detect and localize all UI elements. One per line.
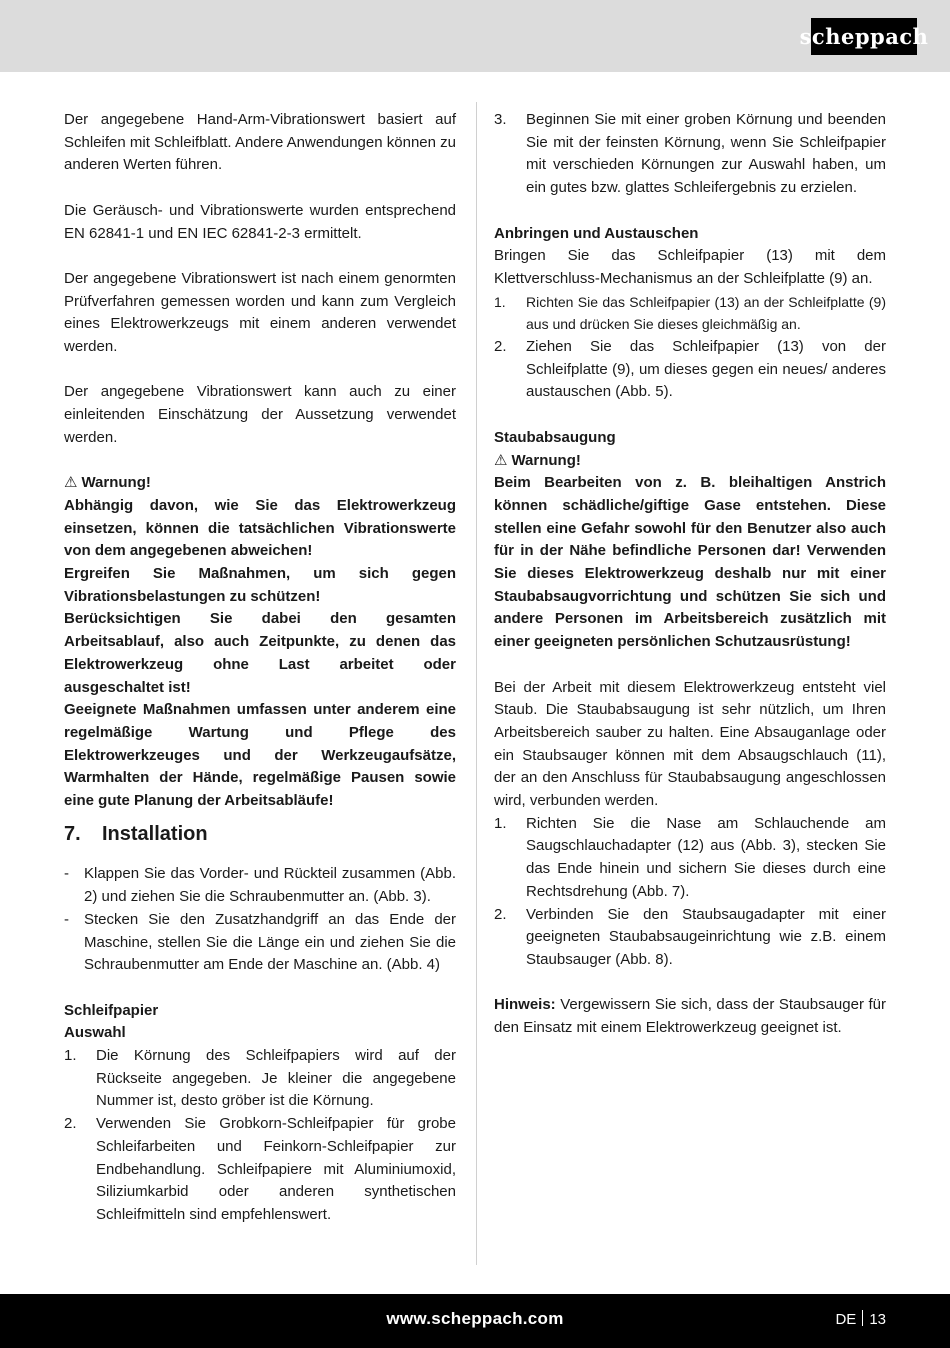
list-text: Stecken Sie den Zusatzhandgriff an das Ende der Maschine, stellen Sie die Länge ein und ziehen Sie die Schraubenmutter am Ende der Maschine an. (Abb. 4) (84, 910, 456, 974)
list-marker: 2. (64, 1115, 77, 1133)
right-column (494, 109, 886, 1040)
subheading-schleifpapier: Schleifpapier (64, 1001, 159, 1019)
list-text: Richten Sie die Nase am Schlauchende am Saugschlauchadapter (12) aus (Abb. 3), stecken Sie das Ende hinein und sichern Sie dieses durch eine Rechtsdrehung (Abb. 7). (526, 814, 886, 900)
warning-title: Warnung! (81, 474, 151, 492)
list-marker: 2. (494, 905, 507, 923)
warning-icon: ⚠ (64, 474, 78, 492)
footer-bar (0, 1294, 950, 1348)
section-number: 7. (64, 822, 81, 845)
subheading-anbringen: Anbringen und Austauschen (494, 224, 699, 242)
warning-icon: ⚠ (494, 451, 508, 469)
left-column (64, 109, 456, 1227)
section-heading-installation (64, 823, 456, 846)
page-indicator (835, 1310, 886, 1328)
list-item (494, 109, 886, 200)
website-link[interactable]: www.scheppach.com (386, 1309, 564, 1328)
scheppach-logo: scheppach (811, 18, 917, 55)
subheading-staubabsaugung: Staubabsaugung (494, 428, 616, 446)
warning-text-3: Berücksichtigen Sie dabei den gesamten Arbeitsablauf, also auch Zeitpunkte, zu denen das Elektrowerkzeug ohne Last arbeitet oder ausgeschaltet ist! (64, 610, 456, 696)
list-text: Richten Sie das Schleifpapier (13) an der Schleifplatte (9) aus und drücken Sie dieses gleichmäßig an. (526, 293, 886, 333)
list-marker: 3. (494, 111, 507, 128)
warning-text: Beim Bearbeiten von z. B. bleihaltigen Anstrich können schädliche/giftige Gase entstehen. Diese stellen eine Gefahr sowohl für den Benutzer also auch für in der Nähe befindliche Personen dar! Verwenden Sie dieses Elektrowerkzeug deshalb nur mit einer Staubabsaugvorrichtung und schützen Sie sich und andere Personen im Arbeitsbereich zusätzlich mit einer geeigneten persönlichen Schutzausrüstung! (494, 474, 886, 651)
column-divider (476, 102, 477, 1265)
list-item (494, 904, 886, 972)
list-marker: 2. (494, 338, 507, 356)
list-marker: - (64, 910, 69, 928)
list-marker: 1. (494, 814, 507, 832)
list-marker: - (64, 865, 69, 883)
paragraph-exposure: Der angegebene Vibrationswert kann auch zu einer einleitenden Einschätzung der Aussetzung verwendet werden. (64, 383, 456, 446)
warning-text-2: Ergreifen Sie Maßnahmen, um sich gegen Vibrationsbelastungen zu schützen! (64, 565, 456, 605)
list-item (494, 336, 886, 404)
paragraph-test-method: Der angegebene Vibrationswert ist nach einem genormten Prüfverfahren gemessen worden und kann zum Vergleich eines Elektrowerkzeugs mit einem anderen verwendet werden. (64, 269, 456, 355)
list-item (64, 909, 456, 977)
warning-text-4: Geeignete Maßnahmen umfassen unter anderem eine regelmäßige Wartung und Pflege des Elektrowerkzeuges und der Werkzeugaufsätze, Warmhalten der Hände, regelmäßige Pausen sowie eine gute Planung der Arbeitsabläufe! (64, 701, 456, 810)
list-item (64, 1113, 456, 1227)
list-item (494, 813, 886, 904)
warning-text: Abhängig davon, wie Sie das Elektrowerkzeug einsetzen, können die tatsächlichen Vibrationswerte von dem angegebenen abweichen! (64, 496, 456, 560)
list-text: Ziehen Sie das Schleifpapier (13) von der Schleifplatte (9), um dieses gegen ein neues/ anderes austauschen (Abb. 5). (526, 338, 886, 401)
paragraph-vibration-basis: Der angegebene Hand-Arm-Vibrationswert basiert auf Schleifen mit Schleifblatt. Andere Anwendungen können zu anderen Werten führen. (64, 111, 456, 174)
paragraph-anbringen: Bringen Sie das Schleifpapier (13) mit dem Klettverschluss-Mechanismus an der Schleifplatte (9) an. (494, 247, 886, 287)
list-marker: 1. (494, 293, 506, 310)
warning-heading (494, 450, 886, 473)
list-item (64, 863, 456, 908)
warning-title: Warnung! (511, 451, 581, 469)
subheading-auswahl: Auswahl (64, 1024, 126, 1042)
section-title: Installation (102, 822, 208, 845)
list-item (494, 291, 886, 336)
list-text: Beginnen Sie mit einer groben Körnung und beenden Sie mit der feinsten Körnung, wenn Sie Schleifpapier mit verschieden Körnungen zur Auswahl haben, um ein gutes bzw. glattes Schleifergebnis zu erzielen. (526, 111, 886, 197)
list-item (64, 1045, 456, 1113)
list-text: Die Körnung des Schleifpapiers wird auf der Rückseite angegeben. Je kleiner die angegebene Nummer ist, desto gröber ist die Körnung. (96, 1047, 456, 1110)
page-number: 13 (869, 1311, 886, 1328)
paragraph-standards: Die Geräusch- und Vibrationswerte wurden entsprechend EN 62841-1 und EN IEC 62841-2-3 ermittelt. (64, 201, 456, 242)
list-text: Verwenden Sie Grobkorn-Schleifpapier für grobe Schleifarbeiten und Feinkorn-Schleifpapier zur Endbehandlung. Schleifpapiere mit Aluminiumoxid, Siliziumkarbid oder anderen synthetischen Schleifmitteln sind empfehlenswert. (96, 1115, 456, 1223)
header-bar (0, 0, 950, 72)
hinweis-text: Vergewissern Sie sich, dass der Staubsauger für den Einsatz mit einem Elektrowerkzeug geeignet ist. (494, 996, 886, 1037)
list-marker: 1. (64, 1047, 77, 1065)
page-separator (862, 1310, 863, 1326)
warning-heading (64, 472, 456, 495)
list-text: Klappen Sie das Vorder- und Rückteil zusammen (Abb. 2) und ziehen Sie die Schraubenmutter an. (Abb. 3). (84, 865, 456, 906)
language-code: DE (835, 1311, 857, 1328)
list-text: Verbinden Sie den Staubsaugadapter mit einer geeigneten Staubabsaugeinrichtung wie z.B. einem Staubsauger (Abb. 8). (526, 905, 886, 968)
hinweis-label: Hinweis: (494, 996, 556, 1014)
paragraph-staub: Bei der Arbeit mit diesem Elektrowerkzeug entsteht viel Staub. Die Staubabsaugung ist sehr nützlich, um Ihren Arbeitsbereich sauber zu halten. Eine Absauganlage oder ein Staubsauger können mit dem Absaugschlauch (11), der an den Anschluss für Staubabsaugung angeschlossen wird, verbunden werden. (494, 678, 886, 810)
paragraph-hinweis (494, 994, 886, 1039)
